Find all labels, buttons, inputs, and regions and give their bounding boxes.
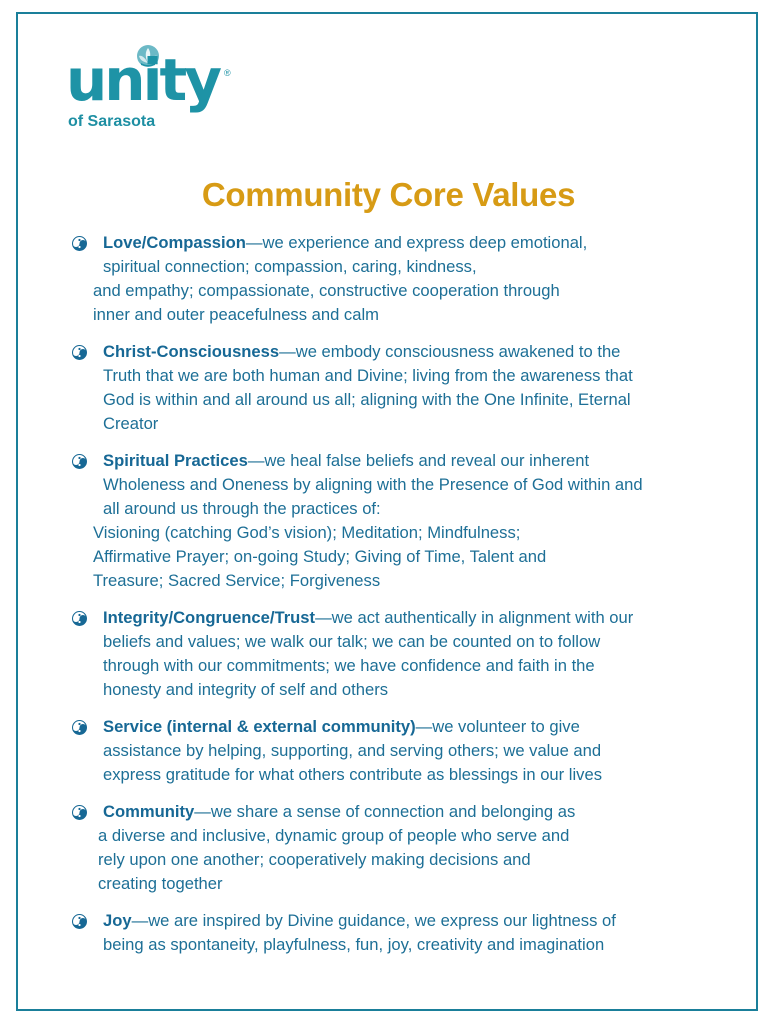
value-line: Treasure; Sacred Service; Forgiveness <box>93 571 381 590</box>
value-line: a diverse and inclusive, dynamic group of people who serve and <box>98 826 570 845</box>
value-line: honesty and integrity of self and others <box>103 680 389 699</box>
value-name: Spiritual Practices <box>103 451 248 470</box>
value-line: all around us through the practices of: <box>103 499 381 518</box>
value-name: Community <box>103 802 195 821</box>
value-name: Christ-Consciousness <box>103 342 280 361</box>
value-joy <box>72 909 712 957</box>
yin-yang-icon <box>72 454 87 469</box>
logo-subtitle: of Sarasota <box>68 113 156 130</box>
page-title: Community Core Values <box>201 176 576 213</box>
unity-logo <box>66 44 236 136</box>
value-line: inner and outer peacefulness and calm <box>93 305 379 324</box>
yin-yang-icon <box>72 914 87 929</box>
yin-yang-icon <box>72 236 87 251</box>
value-line: Visioning (catching God’s vision); Meditation; Mindfulness; <box>93 523 521 542</box>
yin-yang-icon <box>72 805 87 820</box>
value-name: Service (internal & external community) <box>103 717 416 736</box>
value-line: Affirmative Prayer; on-going Study; Giving of Time, Talent and <box>93 547 547 566</box>
value-name: Integrity/Congruence/Trust <box>103 608 316 627</box>
value-line: beliefs and values; we walk our talk; we can be counted on to follow <box>103 632 601 651</box>
core-values-list <box>72 231 712 957</box>
yin-yang-icon <box>72 720 87 735</box>
value-line: Joy—we are inspired by Divine guidance, we express our lightness of <box>103 911 616 930</box>
value-line: Spiritual Practices—we heal false beliefs and reveal our inherent <box>103 451 590 470</box>
value-line: and empathy; compassionate, constructive cooperation through <box>93 281 560 300</box>
value-line: Creator <box>103 414 159 433</box>
value-line: rely upon one another; cooperatively making decisions and <box>98 850 531 869</box>
value-line: assistance by helping, supporting, and serving others; we value and <box>103 741 602 760</box>
value-line: Christ-Consciousness—we embody consciousness awakened to the <box>103 342 621 361</box>
value-line: through with our commitments; we have confidence and faith in the <box>103 656 595 675</box>
value-line: Love/Compassion—we experience and express deep emotional, <box>103 233 588 252</box>
value-line: Integrity/Congruence/Trust—we act authentically in alignment with our <box>103 608 634 627</box>
value-christ-consciousness <box>72 340 712 436</box>
value-community <box>72 800 712 896</box>
value-line: God is within and all around us all; aligning with the One Infinite, Eternal <box>103 390 631 409</box>
value-line: Truth that we are both human and Divine; living from the awareness that <box>103 366 633 385</box>
yin-yang-icon <box>72 611 87 626</box>
value-line: Community—we share a sense of connection and belonging as <box>103 802 576 821</box>
value-integrity <box>72 606 712 702</box>
value-line: express gratitude for what others contribute as blessings in our lives <box>103 765 602 784</box>
registered-mark: ® <box>224 68 231 78</box>
value-love-compassion <box>72 231 712 327</box>
value-line: Service (internal & external community)—we volunteer to give <box>103 717 580 736</box>
yin-yang-icon <box>72 345 87 360</box>
value-line: being as spontaneity, playfulness, fun, joy, creativity and imagination <box>103 935 605 954</box>
value-line: Wholeness and Oneness by aligning with the Presence of God within and <box>103 475 643 494</box>
value-line: creating together <box>98 874 223 893</box>
value-name: Joy <box>103 911 132 930</box>
value-service <box>72 715 712 787</box>
logo-wordmark: unity <box>66 46 219 114</box>
value-line: spiritual connection; compassion, caring, kindness, <box>103 257 477 276</box>
value-name: Love/Compassion <box>103 233 246 252</box>
value-spiritual-practices <box>72 449 712 593</box>
